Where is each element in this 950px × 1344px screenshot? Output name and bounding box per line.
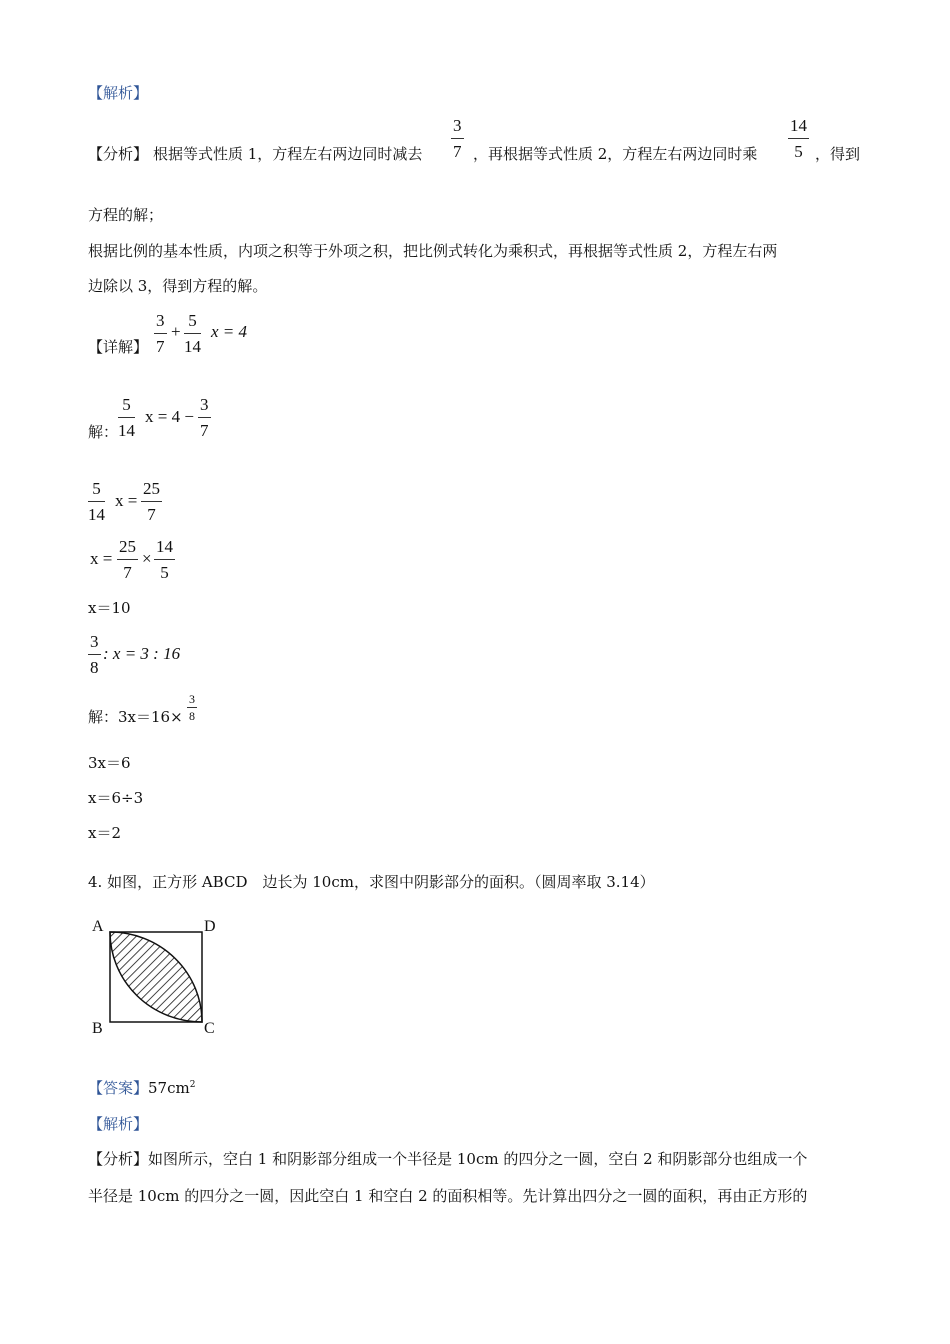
fraction-denominator: 14 <box>184 337 201 356</box>
eq1-plus: + <box>171 322 181 341</box>
eq4-lead: x = <box>90 549 113 568</box>
fraction-numerator: 25 <box>143 479 160 498</box>
fraction-14-5-top <box>788 117 809 160</box>
eq3-frac-b <box>141 480 162 523</box>
vertex-label-c: C <box>204 1020 215 1037</box>
fraction-denominator: 8 <box>189 709 195 723</box>
eq5: x＝10 <box>88 599 131 617</box>
vertex-label-d: D <box>204 918 216 935</box>
fenxi-tag-1: 【分析】 <box>88 145 149 163</box>
fraction-denominator: 7 <box>147 505 156 524</box>
eq3-frac-a <box>88 480 105 523</box>
eq2-frac-a <box>118 396 135 439</box>
fraction-numerator: 14 <box>156 537 173 556</box>
eq4-frac-a <box>117 538 138 581</box>
fraction-denominator: 8 <box>90 658 99 677</box>
fraction-numerator: 14 <box>790 116 807 135</box>
eq7-label: 解：3x＝16× <box>88 708 183 726</box>
fraction-denominator: 7 <box>123 563 132 582</box>
eq1-rest: x = 4 <box>211 322 248 341</box>
vertex-label-a: A <box>92 918 104 935</box>
fenxi-2-line2: 半径是 10cm 的四分之一圆，因此空白 1 和空白 2 的面积相等。先计算出四分之一圆的面积，再由正方形的 <box>88 1187 808 1205</box>
fraction-numerator: 5 <box>188 311 197 330</box>
shaded-lens <box>110 932 202 1022</box>
eq4-frac-b <box>154 538 175 581</box>
eq4-times: × <box>142 549 152 568</box>
fraction-denominator: 7 <box>453 142 462 161</box>
fraction-numerator: 3 <box>453 116 462 135</box>
fraction-denominator: 14 <box>88 505 105 524</box>
fraction-numerator: 3 <box>200 395 209 414</box>
fraction-denominator: 7 <box>200 421 209 440</box>
answer-line <box>88 1077 195 1098</box>
eq6-frac <box>88 633 101 676</box>
fraction-numerator: 3 <box>90 632 99 651</box>
jiexi-label-1: 【解析】 <box>88 84 149 102</box>
fraction-denominator: 5 <box>160 563 169 582</box>
eq1-frac-a <box>154 312 167 355</box>
fenxi-2-text: 如图所示，空白 1 和阴影部分组成一个半径是 10cm 的四分之一圆，空白 2 和阴影部分也组成一个 <box>148 1150 808 1168</box>
fenxi-text-part2: ，再根据等式性质 2，方程左右两边同时乘 <box>473 145 758 163</box>
eq1-frac-b <box>184 312 201 355</box>
fraction-denominator: 14 <box>118 421 135 440</box>
eq9: x＝6÷3 <box>88 789 144 807</box>
eq10: x＝2 <box>88 824 122 842</box>
fenxi-tag-2: 【分析】 <box>88 1150 149 1168</box>
fenxi-2-line1 <box>88 1148 807 1169</box>
square-shaded-figure <box>108 930 204 1024</box>
eq2-mid: x = 4 − <box>145 407 194 426</box>
fenxi-line2: 方程的解； <box>88 206 164 224</box>
eq8: 3x＝6 <box>88 754 131 772</box>
vertex-label-b: B <box>92 1020 103 1037</box>
answer-tag: 【答案】 <box>88 1079 149 1097</box>
fenxi-line3: 根据比例的基本性质，内项之积等于外项之积，把比例式转化为乘积式，再根据等式性质 2，方程左右两 <box>88 242 778 260</box>
fraction-numerator: 3 <box>189 692 195 706</box>
fraction-numerator: 5 <box>122 395 131 414</box>
eq7-frac <box>187 693 197 722</box>
eq2-frac-b <box>198 396 211 439</box>
eq6-rest: : x = 3 : 16 <box>103 644 181 663</box>
fraction-denominator: 7 <box>156 337 165 356</box>
fraction-numerator: 5 <box>92 479 101 498</box>
question-4-text: 4. 如图，正方形 ABCD 边长为 10cm，求图中阴影部分的面积。（圆周率取 3.14） <box>88 873 655 891</box>
fenxi-line4: 边除以 3，得到方程的解。 <box>88 277 268 295</box>
fenxi-text-part1: 根据等式性质 1，方程左右两边同时减去 <box>153 145 423 163</box>
fenxi-text-part3: ，得到 <box>815 145 861 163</box>
fraction-numerator: 25 <box>119 537 136 556</box>
jie-label-1: 解： <box>88 423 119 441</box>
fraction-denominator: 5 <box>794 142 803 161</box>
fraction-3-7-top <box>451 117 464 160</box>
eq3-mid: x = <box>115 491 138 510</box>
answer-superscript: 2 <box>189 1080 196 1090</box>
jiexi-label-2: 【解析】 <box>88 1115 149 1133</box>
xiangjie-tag: 【详解】 <box>88 338 149 356</box>
answer-value: 57cm <box>148 1079 190 1097</box>
fraction-numerator: 3 <box>156 311 165 330</box>
